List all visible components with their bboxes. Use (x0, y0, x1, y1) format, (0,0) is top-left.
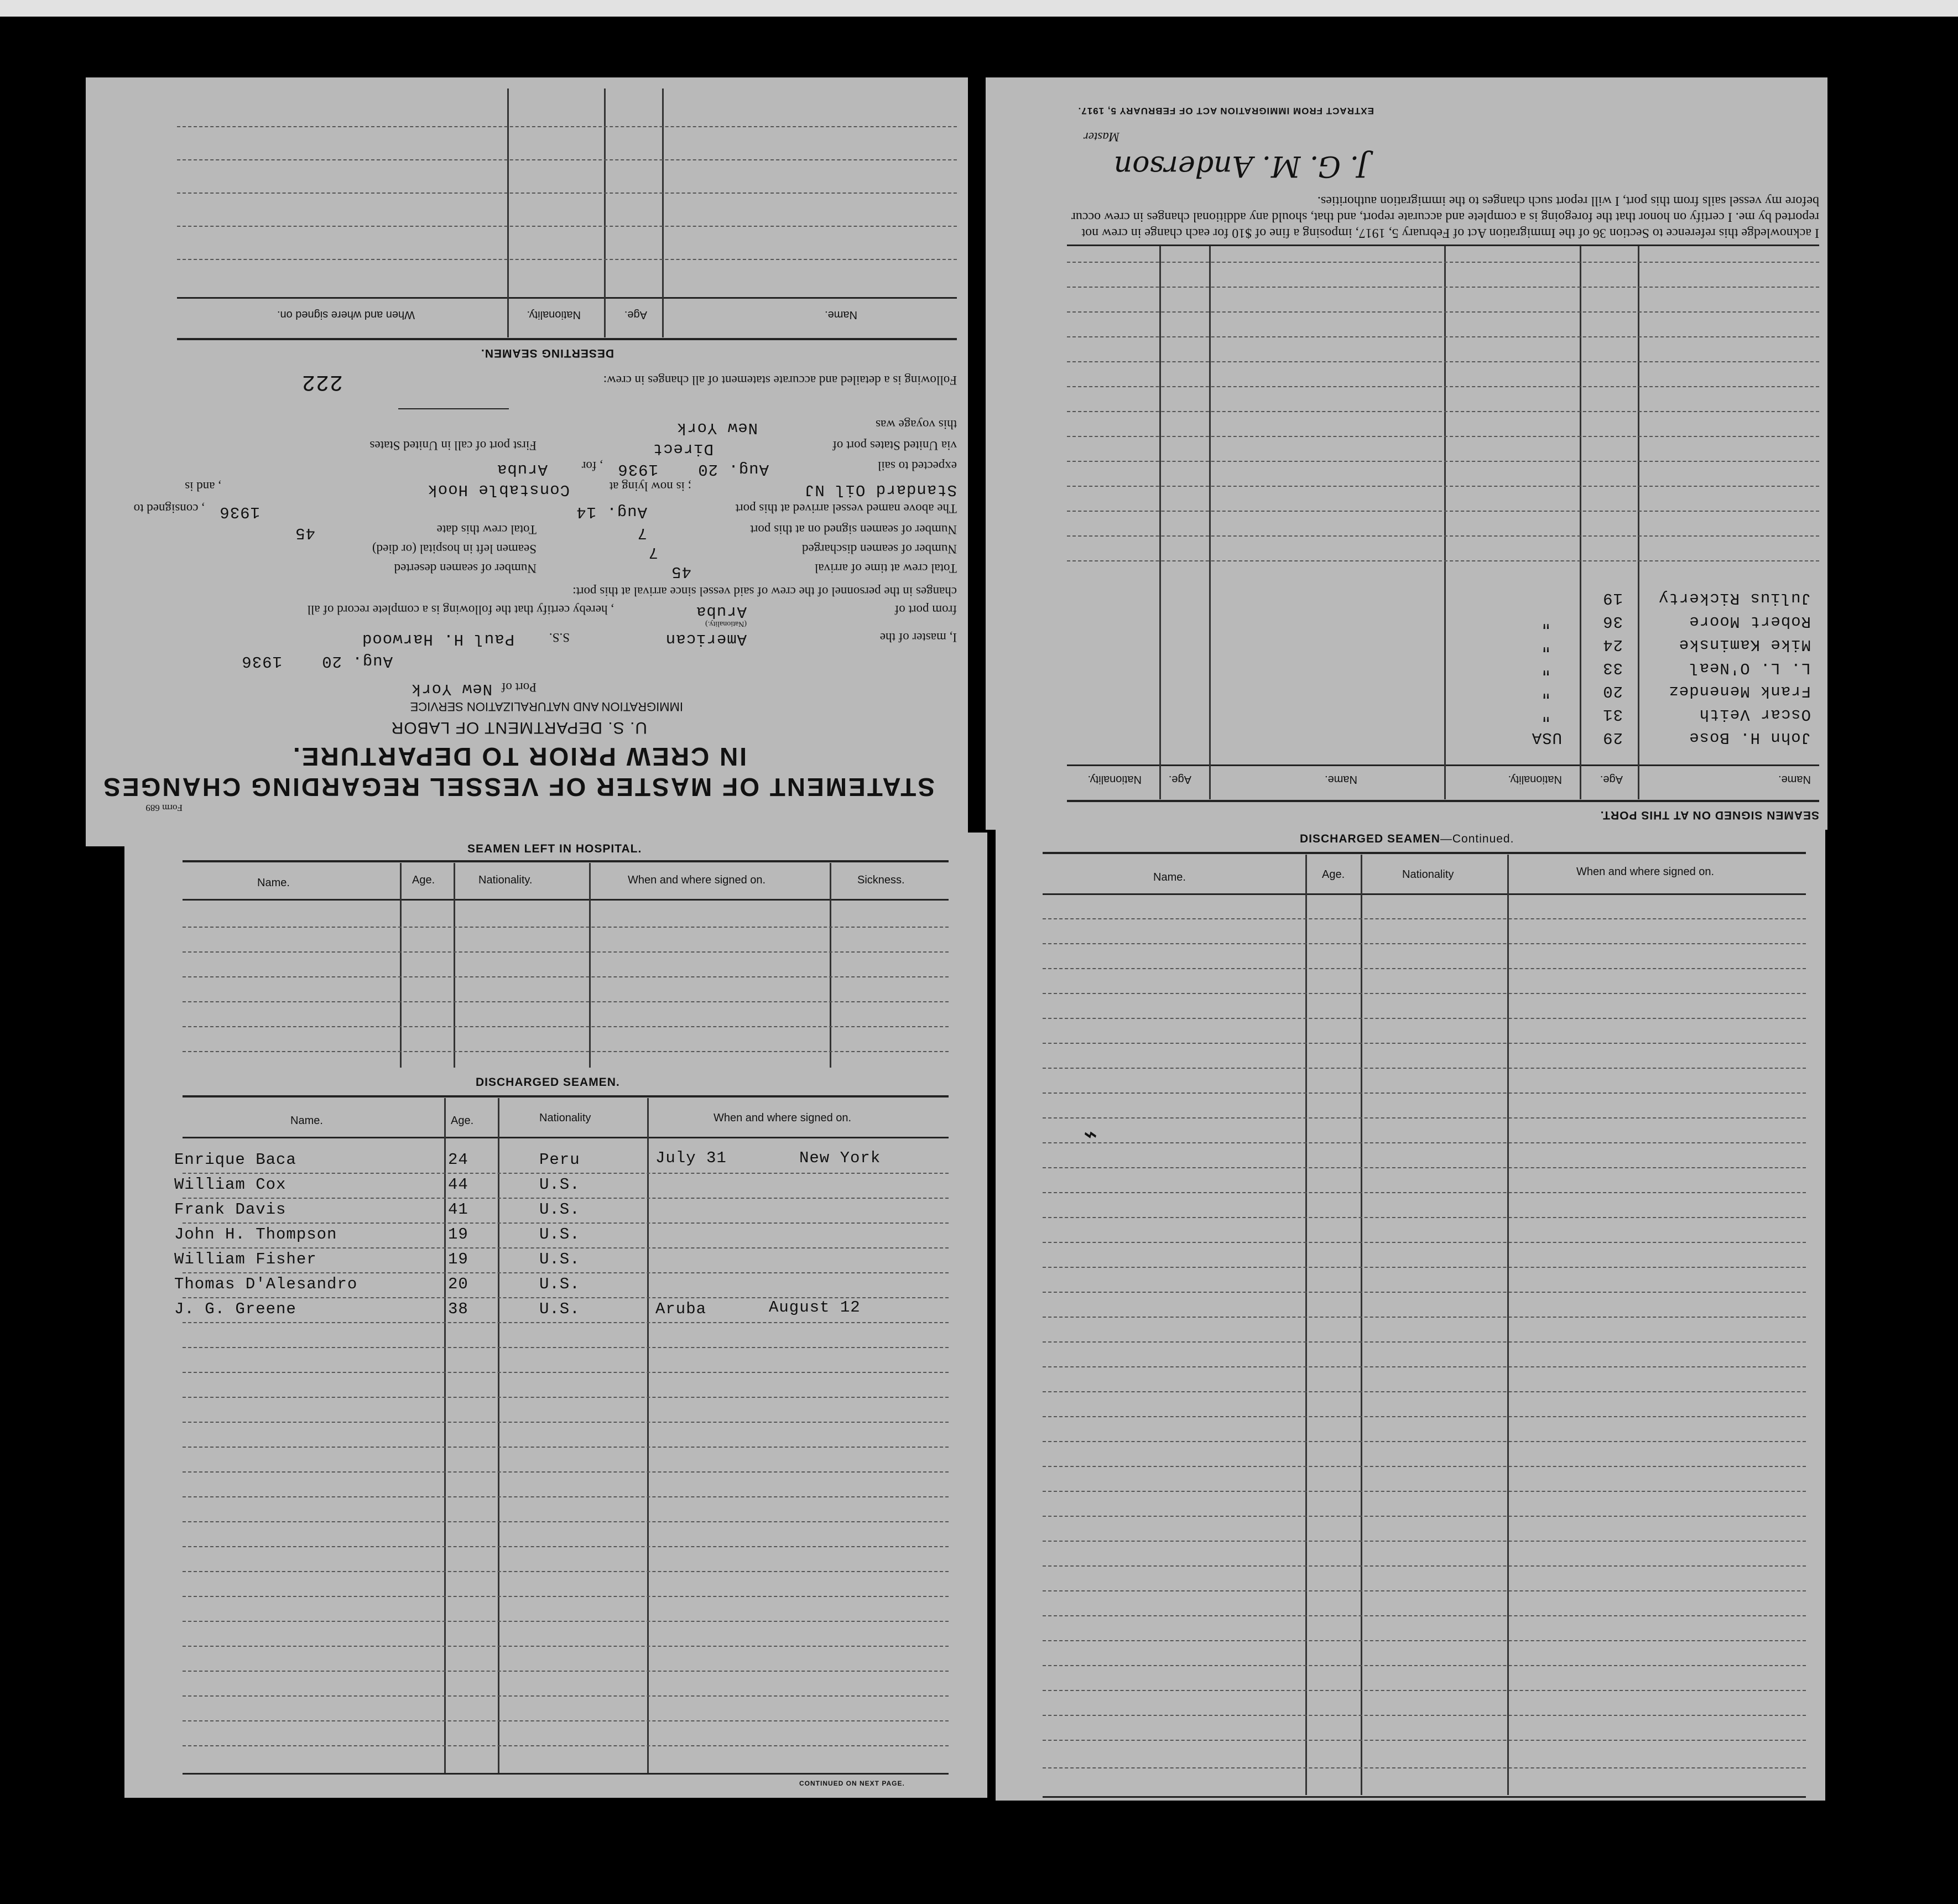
from-port-label: from port of (894, 603, 957, 617)
sail-date-value: Aug. 20 (697, 460, 769, 478)
table-rule (1043, 852, 1806, 854)
blank-row (1067, 386, 1819, 387)
blank-row (1043, 1341, 1806, 1343)
following-text: Following is a detailed and accurate statement of all changes in crew: (603, 373, 957, 387)
blank-row (183, 1571, 949, 1572)
discharged-continued-title-main: DISCHARGED SEAMEN (1300, 833, 1440, 845)
blank-row (183, 976, 949, 977)
blank-row (1043, 1665, 1806, 1666)
blank-row (183, 1397, 949, 1398)
certify-text: , hereby certify that the following is a complete record of all (307, 603, 614, 617)
blank-row (1043, 1068, 1806, 1069)
signed-nationality: " (1540, 636, 1551, 654)
hospital-col-nationality: Nationality. (478, 874, 533, 886)
signed-col-nationality-2: Nationality. (1087, 773, 1142, 785)
discharged-nationality: U.S. (539, 1250, 580, 1268)
master-signature: J. G. M. Anderson (1113, 149, 1368, 183)
discharged-age: 44 (448, 1175, 468, 1194)
table-rule (1067, 800, 1819, 802)
total-date-label: Total crew this date (436, 523, 537, 537)
lying-value: Constable Hook (427, 481, 570, 499)
consignee-value: Standard Oil NJ (804, 481, 957, 499)
master-label: I, master of the (879, 631, 957, 644)
blank-row (183, 1671, 949, 1672)
date-value: Aug. 20 (321, 652, 393, 670)
signed-nationality: " (1540, 705, 1551, 724)
lying-label: ; is now lying at (609, 480, 691, 493)
column-divider (1507, 855, 1509, 1795)
deserted-label: Number of seamen deserted (394, 561, 537, 575)
arrived-label: The above named vessel arrived at this port (735, 502, 957, 516)
discharged-nationality: U.S. (539, 1225, 580, 1244)
table-rule (177, 338, 957, 340)
extract-title: EXTRACT FROM IMMIGRATION ACT OF FEBRUARY 5, 1917. (1077, 106, 1374, 116)
vessel-name-value: Paul H. Harwood (361, 630, 514, 648)
column-divider (589, 863, 591, 1068)
discharged-col-name: Name. (290, 1115, 323, 1127)
blank-row (1043, 1142, 1806, 1143)
signed-name: Frank Menendez (1668, 682, 1811, 700)
total-date-value: 45 (295, 524, 315, 542)
blank-row (183, 1596, 949, 1597)
column-divider (1305, 855, 1307, 1795)
blank-row (183, 1745, 949, 1746)
blank-row (183, 1471, 949, 1473)
table-rule (1067, 764, 1819, 766)
discharged-name: Enrique Baca (174, 1151, 296, 1169)
hospital-title: SEAMEN LEFT IN HOSPITAL. (467, 842, 642, 855)
blank-row (1043, 1217, 1806, 1218)
discharged-age: 19 (448, 1250, 468, 1268)
table-rule (1043, 1796, 1806, 1798)
signed-name: L. L. O'Neal (1689, 659, 1811, 677)
signed-age: 24 (1602, 636, 1623, 654)
form-page-bottom-right (996, 827, 1825, 1801)
blank-row (1043, 1516, 1806, 1517)
table-rule (1043, 893, 1806, 895)
blank-row (1043, 1541, 1806, 1542)
blank-row (1043, 1565, 1806, 1567)
blank-row (183, 1546, 949, 1547)
blank-row (183, 1372, 949, 1373)
discharged-col-age: Age. (451, 1115, 474, 1127)
row-line (183, 1297, 949, 1298)
blank-row (1043, 1740, 1806, 1741)
column-divider (830, 863, 831, 1068)
continued-col-nationality: Nationality (1402, 868, 1454, 881)
blank-row (1043, 1441, 1806, 1442)
discharged-nationality: U.S. (539, 1300, 580, 1318)
rule (398, 408, 509, 409)
blank-row (177, 226, 957, 227)
blank-row (1067, 461, 1819, 462)
blank-row (1043, 1466, 1806, 1467)
discharged-nationality: U.S. (539, 1275, 580, 1293)
table-rule (177, 297, 957, 299)
discharged-nationality: U.S. (539, 1200, 580, 1219)
acknowledgement-text: I acknowledge this reference to Section 36 of the Immigration Act of February 5, 1917, imposing a fine of $10 for each change in crew not reported by me. I certify on honor that the foregoing is a complete and accurate report, and that, should any additional changes in crew occur before my vessel sails from this port, I will report such changes to the immigration authorities. (1071, 194, 1819, 240)
blank-row (1043, 968, 1806, 969)
discharged-value: 7 (648, 543, 658, 561)
hospital-label: Seamen left in hospital (or died) (372, 542, 537, 556)
table-rule (1067, 244, 1819, 246)
discharged-name: William Fisher (174, 1250, 317, 1268)
changes-text: changes in the personnel of the crew of said vessel since arrival at this port: (572, 585, 957, 599)
signed-nationality: " (1540, 659, 1551, 677)
stamp-number: 222 (301, 369, 343, 394)
blank-row (183, 1422, 949, 1423)
discharged-name: John H. Thompson (174, 1225, 337, 1244)
blank-row (183, 1051, 949, 1052)
blank-row (1067, 560, 1819, 561)
deserting-title: DESERTING SEAMEN. (480, 347, 614, 360)
discharged-nationality: U.S. (539, 1175, 580, 1194)
blank-row (1043, 918, 1806, 919)
column-divider (498, 1098, 499, 1773)
signed-name: John H. Bose (1689, 729, 1811, 747)
blank-row (177, 126, 957, 127)
hospital-col-name: Name. (257, 877, 290, 889)
signed-col-name-2: Name. (1325, 773, 1357, 785)
continued-col-name: Name. (1153, 871, 1186, 883)
discharged-title: DISCHARGED SEAMEN. (476, 1076, 620, 1089)
continued-col-signed: When and where signed on. (1576, 866, 1715, 878)
row-line (183, 1222, 949, 1224)
signed-col-age: Age. (1600, 773, 1623, 785)
discharged-age: 41 (448, 1200, 468, 1219)
arrived-date-value: Aug. 14 (576, 503, 647, 521)
discharged-age: 38 (448, 1300, 468, 1318)
blank-row (1043, 943, 1806, 944)
column-divider (1444, 246, 1446, 799)
service-name: IMMIGRATION AND NATURALIZATION SERVICE (410, 700, 683, 714)
blank-row (1067, 262, 1819, 263)
discharged-col-signed: When and where signed on. (714, 1112, 852, 1124)
column-divider (1361, 855, 1362, 1795)
ss-label: S.S. (549, 631, 570, 644)
signed-age: 31 (1602, 705, 1623, 724)
column-divider (647, 1098, 649, 1773)
hospital-col-signed: When and where signed on. (628, 874, 766, 886)
blank-row (1043, 1093, 1806, 1094)
signed-col-nationality: Nationality. (1508, 773, 1562, 785)
total-crew-label: Total crew at time of arrival (814, 561, 957, 575)
blank-row (1067, 511, 1819, 512)
blank-row (1067, 311, 1819, 313)
blank-row (1067, 287, 1819, 288)
blank-row (1043, 993, 1806, 994)
signed-age: 36 (1602, 612, 1623, 631)
form-title-line-2: IN CREW PRIOR TO DEPARTURE. (291, 742, 747, 771)
pencil-mark: ⌁ (1081, 1120, 1096, 1148)
discharged-age: 20 (448, 1275, 468, 1293)
signed-name: Julius Rickerty (1658, 589, 1811, 607)
discharged-signed-where: Aruba (655, 1300, 707, 1318)
for-label: , for (581, 459, 603, 473)
blank-row (1043, 1117, 1806, 1119)
column-divider (1209, 246, 1211, 799)
signed-age: 29 (1602, 729, 1623, 747)
desert-col-age: Age. (624, 309, 647, 321)
blank-row (1067, 486, 1819, 487)
column-divider (1580, 246, 1581, 799)
signed-nationality: USA (1531, 729, 1562, 747)
for-value: Aruba (496, 460, 548, 478)
blank-row (177, 259, 957, 260)
hospital-col-sickness: Sickness. (857, 874, 905, 886)
table-rule (183, 1137, 949, 1138)
master-caption: Master (1083, 130, 1119, 144)
voyage-value: New York (676, 419, 758, 437)
blank-row (183, 1347, 949, 1348)
signed-name: Mike Kaminske (1678, 636, 1811, 654)
from-port-value: Aruba (695, 602, 747, 621)
table-rule (183, 860, 949, 862)
blank-row (1043, 1767, 1806, 1768)
blank-row (1043, 1167, 1806, 1168)
blank-row (1067, 336, 1819, 337)
signed-age: 19 (1602, 589, 1623, 607)
and-is-label: , and is (185, 480, 221, 493)
blank-row (1043, 1366, 1806, 1367)
blank-row (1043, 1640, 1806, 1641)
rotated-content (86, 77, 968, 846)
seamen-signed-on-title: SEAMEN SIGNED ON AT THIS PORT. (1600, 809, 1819, 821)
blank-row (177, 159, 957, 160)
blank-row (177, 193, 957, 194)
form-title-line-1: STATEMENT OF MASTER OF VESSEL REGARDING CHANGES (102, 773, 935, 802)
row-line (183, 1272, 949, 1273)
signed-age: 33 (1602, 659, 1623, 677)
scanner-top-band (0, 0, 1958, 17)
discharged-name: Frank Davis (174, 1200, 287, 1219)
column-divider (454, 863, 455, 1068)
hospital-col-age: Age. (412, 874, 435, 886)
blank-row (1043, 1590, 1806, 1591)
expected-label: expected to sail (877, 459, 957, 473)
sail-year-value: 1936 (617, 460, 658, 478)
form-page-top-left (86, 77, 968, 846)
discharged-name: J. G. Greene (174, 1300, 296, 1318)
signed-nationality: " (1540, 682, 1551, 700)
port-label: Port of (501, 680, 537, 694)
blank-row (1043, 1715, 1806, 1716)
blank-row (183, 1521, 949, 1522)
table-rule (183, 1773, 949, 1775)
blank-row (1067, 436, 1819, 437)
discharged-continued-suffix: —Continued. (1440, 833, 1514, 845)
continued-col-age: Age. (1322, 868, 1345, 881)
desert-col-name: Name. (825, 309, 857, 321)
blank-row (1043, 1242, 1806, 1243)
row-line (183, 1173, 949, 1174)
blank-row (183, 1621, 949, 1622)
blank-row (1043, 1267, 1806, 1268)
via-label: via United States port of (832, 439, 957, 452)
blank-row (183, 1720, 949, 1721)
discharged-name: William Cox (174, 1175, 287, 1194)
signed-on-value: 7 (637, 524, 647, 542)
via-value: Direct (652, 440, 714, 458)
continued-note: CONTINUED ON NEXT PAGE. (799, 1780, 905, 1787)
blank-row (1043, 1018, 1806, 1019)
column-divider (400, 863, 402, 1068)
nationality-value: American (665, 630, 747, 648)
blank-row (183, 1001, 949, 1002)
blank-row (183, 927, 949, 928)
form-number: Form 689 (145, 803, 183, 813)
table-rule (183, 1095, 949, 1097)
row-line (183, 1198, 949, 1199)
signed-name: Oscar Veith (1699, 705, 1811, 724)
nationality-caption: (Nationality.) (705, 620, 747, 628)
signed-col-name: Name. (1778, 773, 1811, 785)
blank-row (183, 1447, 949, 1448)
blank-row (1067, 361, 1819, 362)
desert-col-signed: When and where signed on. (277, 309, 415, 321)
blank-row (1067, 411, 1819, 412)
discharged-nationality: Peru (539, 1151, 580, 1169)
discharged-label: Number of seamen discharged (802, 542, 957, 556)
row-line (183, 1247, 949, 1248)
blank-row (1043, 1292, 1806, 1293)
arrived-year-value: 1936 (219, 503, 260, 521)
form-page-top-right (986, 77, 1827, 830)
blank-row (1043, 1615, 1806, 1616)
total-crew-value: 45 (671, 563, 691, 581)
first-port-label: First port of call in United States (369, 439, 537, 452)
table-rule (183, 899, 949, 901)
discharged-name: Thomas D'Alesandro (174, 1275, 358, 1293)
blank-row (1067, 535, 1819, 537)
blank-row (1043, 1690, 1806, 1691)
signed-col-age-2: Age. (1168, 773, 1191, 785)
consigned-label: , consigned to (133, 502, 205, 516)
rotated-content (986, 77, 1827, 830)
column-divider (1159, 246, 1161, 799)
blank-row (1043, 1416, 1806, 1417)
discharged-signed-when: August 12 (769, 1298, 861, 1317)
blank-row (183, 1026, 949, 1027)
signed-age: 20 (1602, 682, 1623, 700)
column-divider (444, 1098, 446, 1773)
discharged-age: 24 (448, 1151, 468, 1169)
discharged-col-nationality: Nationality (539, 1112, 591, 1124)
blank-row (183, 1496, 949, 1497)
port-value: New York (410, 680, 492, 698)
row-line (183, 1322, 949, 1323)
signed-name: Robert Moore (1689, 612, 1811, 631)
signed-nationality: " (1540, 612, 1551, 631)
year-value: 1936 (241, 652, 282, 670)
department-name: U. S. DEPARTMENT OF LABOR (390, 719, 647, 737)
discharged-signed-where: July 31 (655, 1149, 727, 1167)
blank-row (1043, 1317, 1806, 1318)
discharged-continued-title (1300, 833, 1514, 846)
desert-col-nationality: Nationality. (527, 309, 581, 321)
signed-on-label: Number of seamen signed on at this port (750, 523, 957, 537)
blank-row (1043, 1491, 1806, 1492)
blank-row (1043, 1043, 1806, 1044)
blank-row (1043, 1192, 1806, 1193)
blank-row (183, 951, 949, 953)
discharged-signed-when: New York (799, 1149, 881, 1167)
voyage-label: this voyage was (876, 418, 957, 431)
blank-row (1043, 1391, 1806, 1392)
form-page-bottom-left (124, 833, 987, 1798)
column-divider (1638, 246, 1639, 799)
discharged-age: 19 (448, 1225, 468, 1244)
blank-row (183, 1695, 949, 1697)
blank-row (183, 1646, 949, 1647)
